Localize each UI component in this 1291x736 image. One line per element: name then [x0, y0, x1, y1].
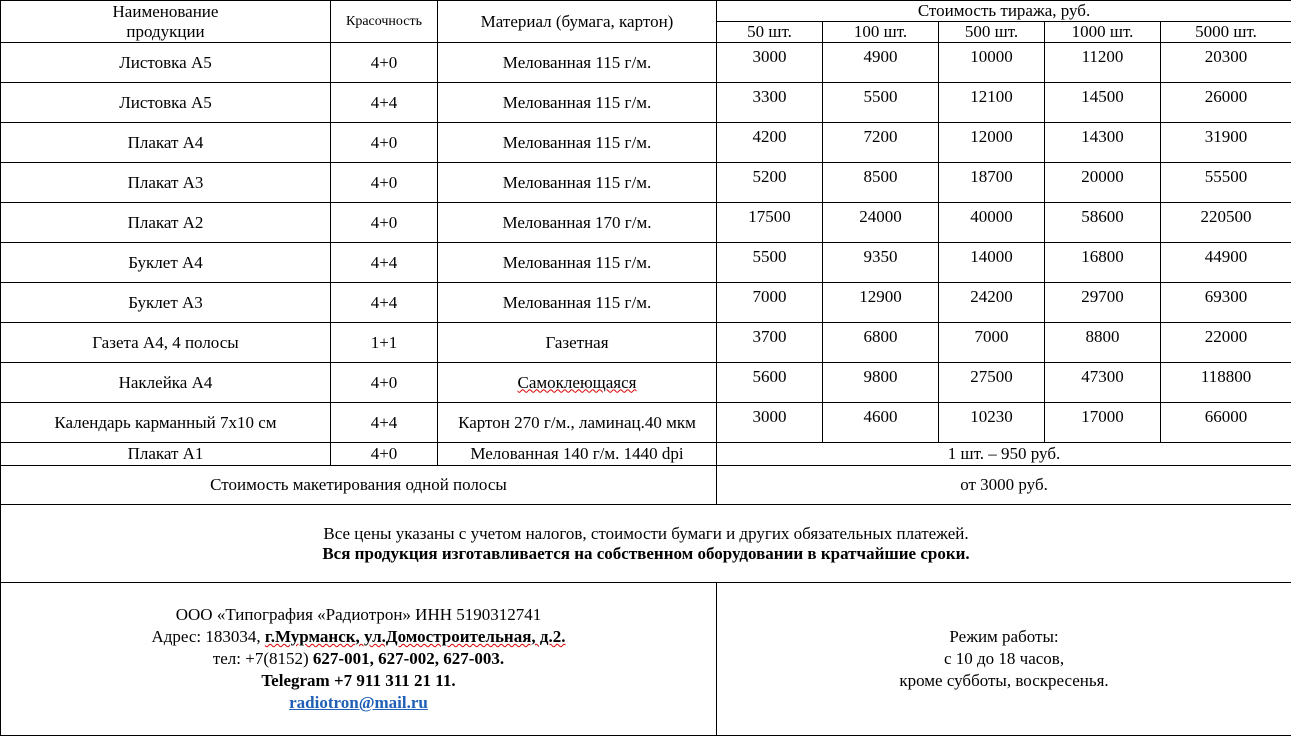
notes-cell [1, 505, 1291, 583]
price-cell: 5500 [823, 83, 939, 123]
working-hours [717, 583, 1291, 736]
price-cell: 118800 [1161, 363, 1291, 403]
product-cell: Буклет А3 [1, 283, 331, 323]
qty-header: 5000 шт. [1161, 22, 1291, 43]
price-cell: 14000 [939, 243, 1045, 283]
price-cell: 10230 [939, 403, 1045, 443]
price-cell: 17500 [717, 203, 823, 243]
price-cell: 69300 [1161, 283, 1291, 323]
price-cell: 20300 [1161, 43, 1291, 83]
price-cell: 12000 [939, 123, 1045, 163]
product-cell: Буклет А4 [1, 243, 331, 283]
material-cell: Картон 270 г/м., ламинац.40 мкм [438, 403, 717, 443]
price-cell: 29700 [1045, 283, 1161, 323]
layout-cost-row [1, 466, 1291, 505]
price-cell: 4200 [717, 123, 823, 163]
colors-cell: 4+4 [331, 83, 438, 123]
price-cell: 14500 [1045, 83, 1161, 123]
product-cell: Плакат А3 [1, 163, 331, 203]
colors-cell: 4+0 [331, 163, 438, 203]
colors-cell: 4+0 [331, 203, 438, 243]
material-cell [438, 363, 717, 403]
price-cell: 12100 [939, 83, 1045, 123]
hours-title: Режим работы: [717, 626, 1291, 648]
qty-header: 1000 шт. [1045, 22, 1161, 43]
price-cell: 58600 [1045, 203, 1161, 243]
table-row [1, 243, 1291, 283]
material-cell: Мелованная 115 г/м. [438, 243, 717, 283]
product-cell: Листовка А5 [1, 43, 331, 83]
product-cell: Календарь карманный 7х10 см [1, 403, 331, 443]
price-cell: 8800 [1045, 323, 1161, 363]
colors-cell: 4+0 [331, 443, 438, 466]
price-cell: 4600 [823, 403, 939, 443]
header-material: Материал (бумага, картон) [438, 1, 717, 43]
material-cell: Мелованная 115 г/м. [438, 163, 717, 203]
layout-cost-label: Стоимость макетирования одной полосы [1, 466, 717, 505]
colors-cell: 1+1 [331, 323, 438, 363]
address-street: г.Мурманск, ул.Домостроительная, д.2. [265, 627, 566, 646]
colors-cell: 4+0 [331, 123, 438, 163]
colors-cell: 4+0 [331, 43, 438, 83]
header-row [1, 1, 1291, 22]
table-row [1, 163, 1291, 203]
phone-numbers: 627-001, 627-002, 627-003. [313, 649, 504, 668]
price-cell: 31900 [1161, 123, 1291, 163]
price-cell: 220500 [1161, 203, 1291, 243]
table-row-poster-a1 [1, 443, 1291, 466]
price-cell: 6800 [823, 323, 939, 363]
price-cell: 9800 [823, 363, 939, 403]
price-cell: 47300 [1045, 363, 1161, 403]
table-row [1, 203, 1291, 243]
price-cell: 16800 [1045, 243, 1161, 283]
price-cell: 8500 [823, 163, 939, 203]
table-row [1, 123, 1291, 163]
product-cell: Наклейка А4 [1, 363, 331, 403]
qty-header: 50 шт. [717, 22, 823, 43]
material-cell: Мелованная 115 г/м. [438, 283, 717, 323]
price-cell: 20000 [1045, 163, 1161, 203]
company-info [1, 583, 717, 736]
price-cell: 66000 [1161, 403, 1291, 443]
price-cell: 5600 [717, 363, 823, 403]
price-cell: 11200 [1045, 43, 1161, 83]
price-cell: 9350 [823, 243, 939, 283]
notes-line-1: Все цены указаны с учетом налогов, стоимости бумаги и других обязательных платежей. [1, 524, 1291, 544]
price-cell: 14300 [1045, 123, 1161, 163]
colors-cell: 4+4 [331, 283, 438, 323]
phone-prefix: тел: +7(8152) [213, 649, 313, 668]
table-row [1, 83, 1291, 123]
price-cell: 7000 [939, 323, 1045, 363]
qty-header: 100 шт. [823, 22, 939, 43]
company-address [1, 626, 716, 648]
price-cell: 55500 [1161, 163, 1291, 203]
price-cell: 24200 [939, 283, 1045, 323]
material-cell: Мелованная 115 г/м. [438, 43, 717, 83]
hours-time: с 10 до 18 часов, [717, 648, 1291, 670]
price-cell: 22000 [1161, 323, 1291, 363]
price-cell: 27500 [939, 363, 1045, 403]
colors-cell: 4+0 [331, 363, 438, 403]
header-colors: Красочность [331, 1, 438, 43]
qty-header: 500 шт. [939, 22, 1045, 43]
material-cell: Мелованная 115 г/м. [438, 83, 717, 123]
company-email-line [1, 692, 716, 714]
table-row [1, 283, 1291, 323]
table-row [1, 363, 1291, 403]
price-cell: 26000 [1161, 83, 1291, 123]
price-cell: 7200 [823, 123, 939, 163]
price-cell: 7000 [717, 283, 823, 323]
table-row [1, 43, 1291, 83]
material-cell: Газетная [438, 323, 717, 363]
colors-cell: 4+4 [331, 243, 438, 283]
colors-cell: 4+4 [331, 403, 438, 443]
company-telegram: Telegram +7 911 311 21 11. [1, 670, 716, 692]
price-cell: 4900 [823, 43, 939, 83]
product-cell: Листовка А5 [1, 83, 331, 123]
price-cell: 1 шт. – 950 руб. [717, 443, 1291, 466]
price-cell: 44900 [1161, 243, 1291, 283]
price-cell: 10000 [939, 43, 1045, 83]
price-cell: 3700 [717, 323, 823, 363]
material-cell: Мелованная 170 г/м. [438, 203, 717, 243]
price-cell: 12900 [823, 283, 939, 323]
layout-cost-value: от 3000 руб. [717, 466, 1291, 505]
header-cost: Стоимость тиража, руб. [717, 1, 1291, 22]
address-prefix: Адрес: 183034, [151, 627, 264, 646]
company-phone [1, 648, 716, 670]
notes-line-2: Вся продукция изготавливается на собственном оборудовании в кратчайшие сроки. [1, 544, 1291, 564]
price-cell: 24000 [823, 203, 939, 243]
table-row [1, 403, 1291, 443]
product-cell: Плакат А4 [1, 123, 331, 163]
header-product: Наименование продукции [1, 1, 331, 43]
price-cell: 3000 [717, 403, 823, 443]
price-cell: 3000 [717, 43, 823, 83]
hours-days-off: кроме субботы, воскресенья. [717, 670, 1291, 692]
email-link[interactable]: radiotron@mail.ru [289, 693, 428, 712]
price-cell: 40000 [939, 203, 1045, 243]
product-cell: Газета А4, 4 полосы [1, 323, 331, 363]
price-cell: 18700 [939, 163, 1045, 203]
price-cell: 5200 [717, 163, 823, 203]
company-name: ООО «Типография «Радиотрон» ИНН 5190312741 [1, 604, 716, 626]
product-cell: Плакат А2 [1, 203, 331, 243]
price-cell: 3300 [717, 83, 823, 123]
price-cell: 5500 [717, 243, 823, 283]
footer-row [1, 583, 1291, 736]
product-cell: Плакат А1 [1, 443, 331, 466]
price-cell: 17000 [1045, 403, 1161, 443]
table-row [1, 323, 1291, 363]
material-cell: Мелованная 140 г/м. 1440 dpi [438, 443, 717, 466]
material-cell: Мелованная 115 г/м. [438, 123, 717, 163]
material-text: Самоклеющаяся [518, 373, 637, 392]
notes-row [1, 505, 1291, 583]
